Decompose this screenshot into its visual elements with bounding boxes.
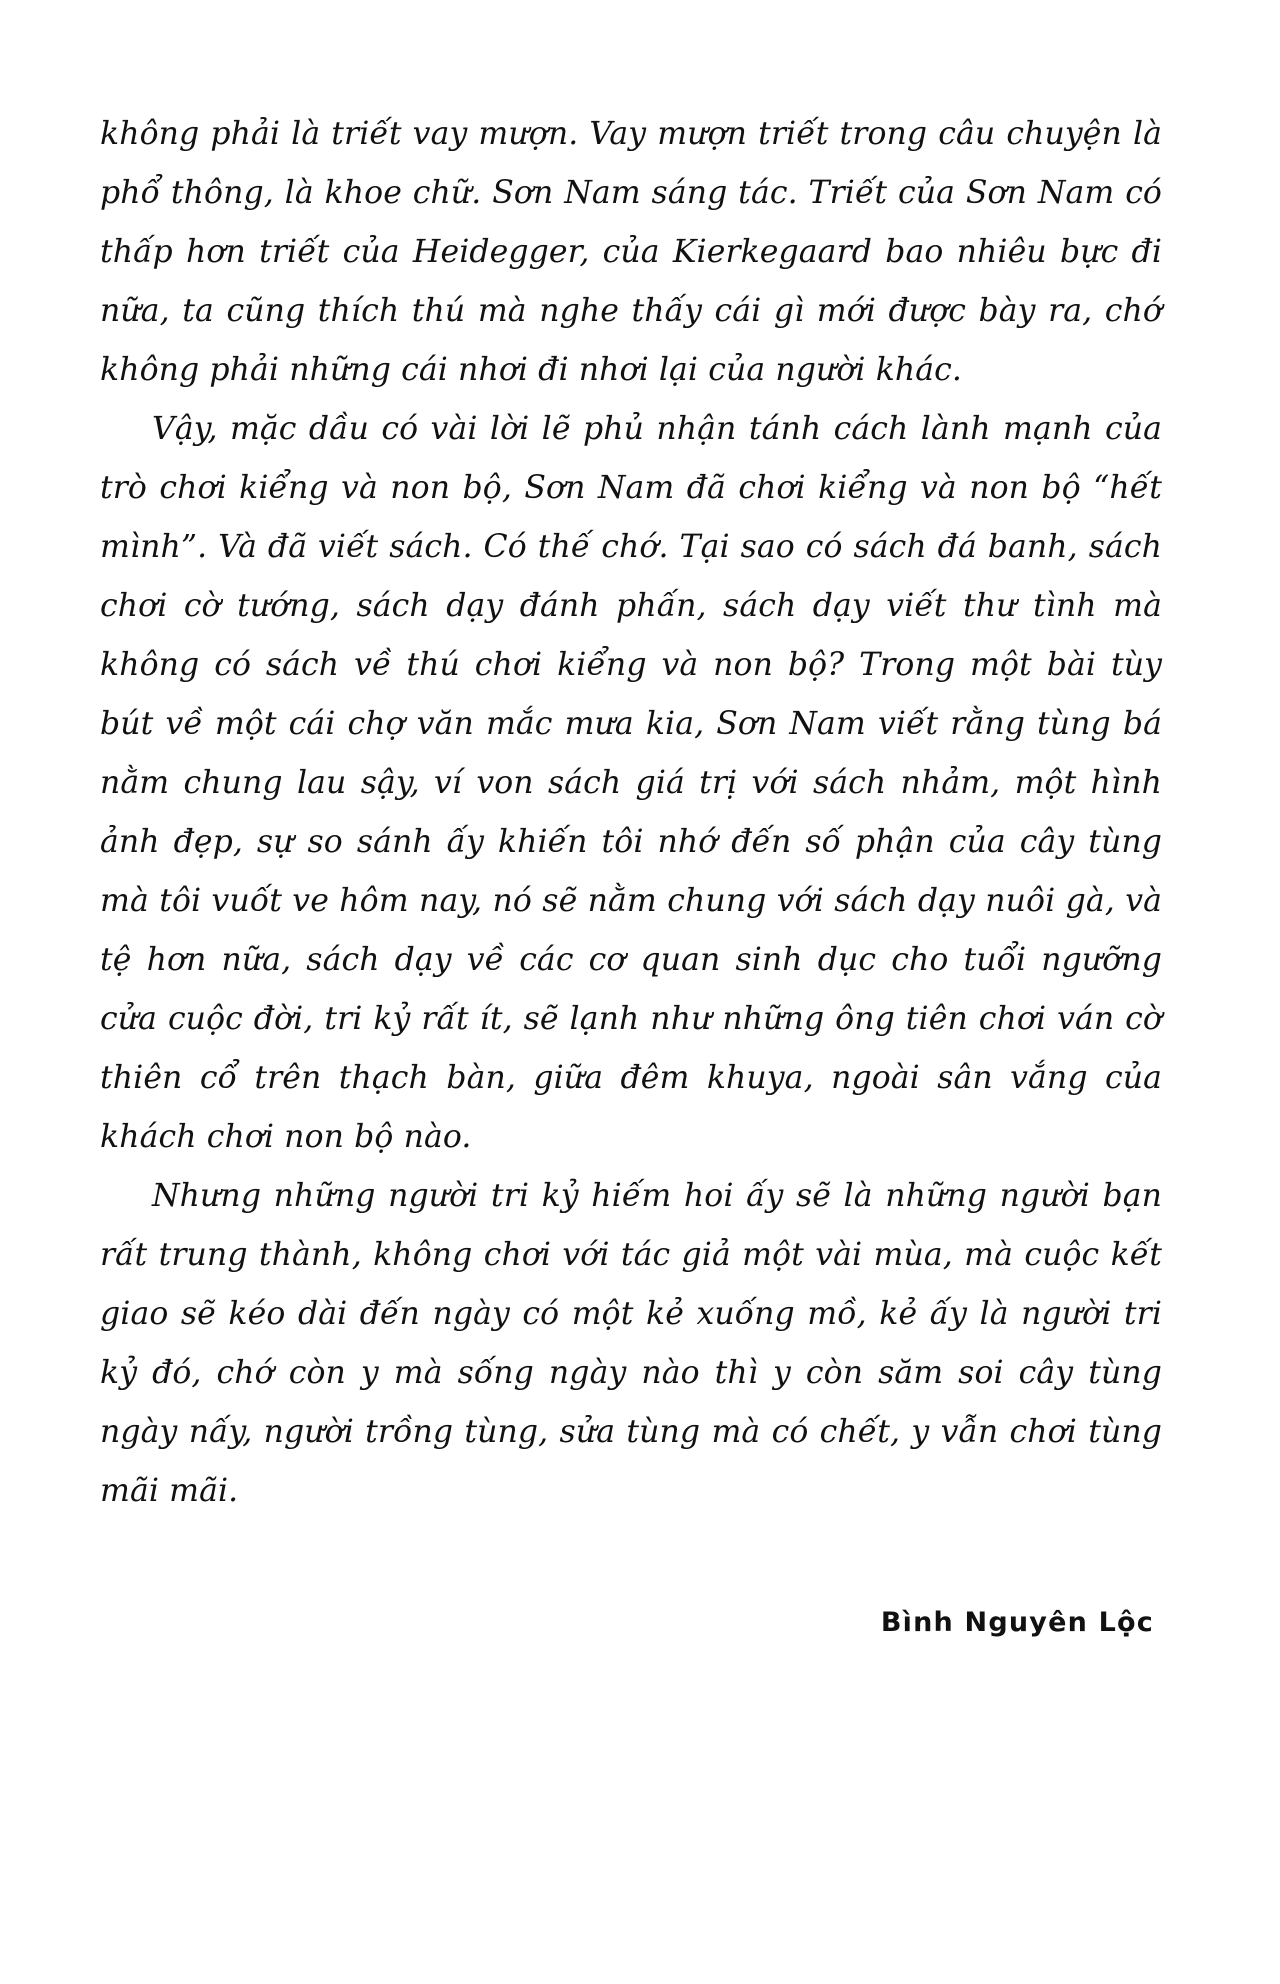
page-body [100,105,1162,1521]
paragraph-3: Nhưng những người tri kỷ hiếm hoi ấy sẽ là những người bạn rất trung thành, không chơi với tác giả một vài mùa, mà cuộc kết giao sẽ kéo dài đến ngày có một kẻ xuống mồ, kẻ ấy là người tri kỷ đó, chớ còn y mà sống ngày nào thì y còn săm soi cây tùng ngày nấy, người trồng tùng, sửa tùng mà có chết, y vẫn chơi tùng mãi mãi. [100,1178,1162,1509]
paragraph-1: không phải là triết vay mượn. Vay mượn triết trong câu chuyện là phổ thông, là khoe chữ. Sơn Nam sáng tác. Triết của Sơn Nam có thấp hơn triết của Heidegger, của Kierkegaard bao nhiêu bực đi nữa, ta cũng thích thú mà nghe thấy cái gì mới được bày ra, chớ không phải những cái nhơi đi nhơi lại của người khác. [100,116,1162,388]
paragraph-2: Vậy, mặc dầu có vài lời lẽ phủ nhận tánh cách lành mạnh của trò chơi kiểng và non bộ, Sơn Nam đã chơi kiểng và non bộ “hết mình”. Và đã viết sách. Có thế chớ. Tại sao có sách đá banh, sách chơi cờ tướng, sách dạy đánh phấn, sách dạy viết thư tình mà không có sách về thú chơi kiểng và non bộ? Trong một bài tùy bút về một cái chợ văn mắc mưa kia, Sơn Nam viết rằng tùng bá nằm chung lau sậy, ví von sách giá trị với sách nhảm, một hình ảnh đẹp, sự so sánh ấy khiến tôi nhớ đến số phận của cây tùng mà tôi vuốt ve hôm nay, nó sẽ nằm chung với sách dạy nuôi gà, và tệ hơn nữa, sách dạy về các cơ quan sinh dục cho tuổi ngưỡng cửa cuộc đời, tri kỷ rất ít, sẽ lạnh như những ông tiên chơi ván cờ thiên cổ trên thạch bàn, giữa đêm khuya, ngoài sân vắng của khách chơi non bộ nào. [100,411,1162,1155]
signature-block [100,1607,1162,1638]
author-signature: Bình Nguyên Lộc [880,1607,1154,1638]
